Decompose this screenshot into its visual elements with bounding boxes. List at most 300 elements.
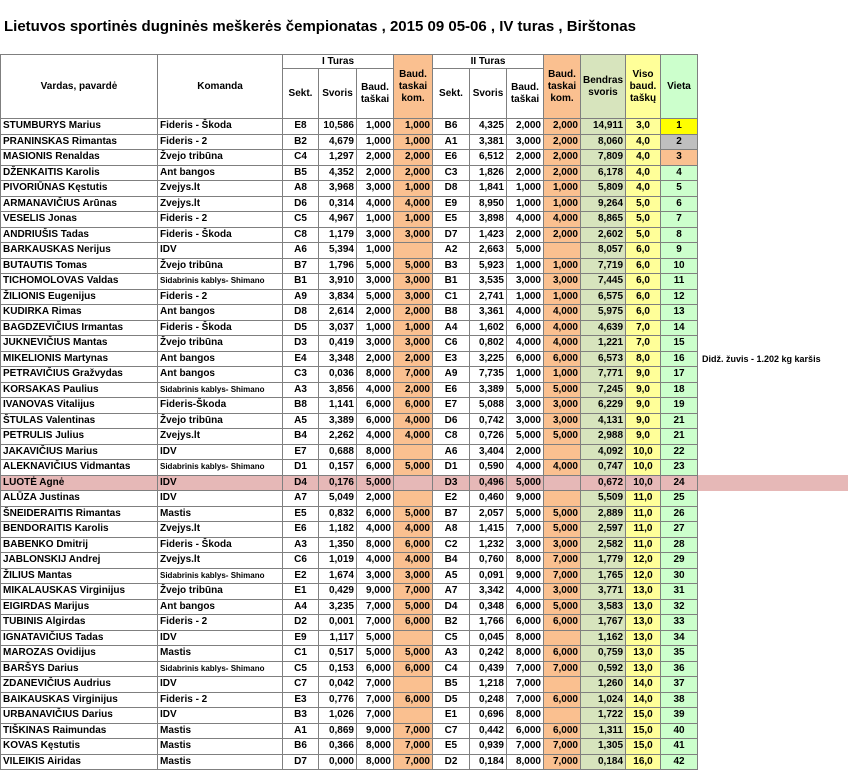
cell-total-penalty: 13,0 (626, 646, 661, 662)
header-penalty-1: Baud. taškai (357, 69, 394, 119)
cell-name: ALŪZA Justinas (1, 491, 158, 507)
table-row (1, 646, 848, 662)
cell-total-penalty: 12,0 (626, 568, 661, 584)
cell-team-penalty-2: 4,000 (544, 320, 581, 336)
cell-weight-2: 3,898 (470, 212, 507, 228)
cell-team-penalty-2 (544, 444, 581, 460)
table-row (1, 491, 848, 507)
cell-name: PETRAVIČIUS Gražvydas (1, 367, 158, 383)
cell-sector-2: A5 (433, 568, 470, 584)
cell-name: TICHOMOLOVAS Valdas (1, 274, 158, 290)
cell-sector-1: D1 (283, 460, 319, 476)
cell-penalty-1: 4,000 (357, 553, 394, 569)
cell-total-weight: 0,672 (581, 475, 626, 491)
cell-sector-1: C7 (283, 677, 319, 693)
cell-place: 9 (661, 243, 698, 259)
cell-penalty-2: 6,000 (507, 599, 544, 615)
cell-penalty-2: 4,000 (507, 305, 544, 321)
cell-penalty-2: 4,000 (507, 336, 544, 352)
empty-cell (698, 475, 848, 491)
table-row (1, 444, 848, 460)
cell-place: 14 (661, 320, 698, 336)
cell-team: Sidabrinis kablys- Shimano (158, 382, 283, 398)
cell-sector-1: D4 (283, 475, 319, 491)
table-row (1, 568, 848, 584)
cell-sector-2: A2 (433, 243, 470, 259)
cell-team-penalty-1 (394, 475, 433, 491)
cell-team: Fideris - Škoda (158, 320, 283, 336)
cell-sector-2: A3 (433, 646, 470, 662)
cell-team: Mastis (158, 723, 283, 739)
cell-weight-1: 1,674 (319, 568, 357, 584)
cell-name: MAROZAS Ovidijus (1, 646, 158, 662)
cell-sector-2: A7 (433, 584, 470, 600)
cell-weight-2: 3,381 (470, 134, 507, 150)
cell-team-penalty-1: 7,000 (394, 723, 433, 739)
cell-penalty-2: 6,000 (507, 723, 544, 739)
header-total-weight: Bendras svoris (581, 55, 626, 119)
header-name: Vardas, pavardė (1, 55, 158, 119)
header-team-penalty-2: Baud. taskai kom. (544, 55, 581, 119)
cell-sector-2: D6 (433, 413, 470, 429)
cell-team: Fideris - Škoda (158, 537, 283, 553)
cell-penalty-2: 6,000 (507, 351, 544, 367)
cell-weight-1: 0,419 (319, 336, 357, 352)
cell-team-penalty-1: 1,000 (394, 119, 433, 135)
cell-total-weight: 1,779 (581, 553, 626, 569)
cell-team: Žvejo tribūna (158, 413, 283, 429)
cell-place: 1 (661, 119, 698, 135)
cell-weight-1: 4,352 (319, 165, 357, 181)
empty-cell (698, 708, 848, 724)
cell-sector-1: A7 (283, 491, 319, 507)
empty-cell (698, 336, 848, 352)
cell-team: Mastis (158, 646, 283, 662)
cell-team-penalty-1: 6,000 (394, 661, 433, 677)
cell-total-weight: 0,184 (581, 754, 626, 770)
table-row (1, 506, 848, 522)
cell-place: 36 (661, 661, 698, 677)
cell-penalty-2: 8,000 (507, 754, 544, 770)
header-penalty-2: Baud. taškai (507, 69, 544, 119)
cell-team: Žvejo tribūna (158, 584, 283, 600)
cell-place: 23 (661, 460, 698, 476)
cell-sector-1: C5 (283, 212, 319, 228)
cell-team: Fideris - Škoda (158, 227, 283, 243)
cell-weight-1: 3,037 (319, 320, 357, 336)
cell-sector-1: D5 (283, 320, 319, 336)
cell-team-penalty-1 (394, 708, 433, 724)
cell-sector-2: C5 (433, 630, 470, 646)
table-row (1, 243, 848, 259)
cell-penalty-2: 2,000 (507, 227, 544, 243)
empty-cell (698, 212, 848, 228)
cell-team-penalty-2: 1,000 (544, 258, 581, 274)
cell-team: Ant bangos (158, 305, 283, 321)
cell-place: 12 (661, 289, 698, 305)
cell-total-penalty: 5,0 (626, 196, 661, 212)
cell-name: URBANAVIČIUS Darius (1, 708, 158, 724)
cell-weight-1: 1,179 (319, 227, 357, 243)
cell-team: Mastis (158, 506, 283, 522)
cell-penalty-2: 5,000 (507, 475, 544, 491)
cell-sector-1: C6 (283, 553, 319, 569)
table-row (1, 630, 848, 646)
cell-sector-1: B7 (283, 258, 319, 274)
results-table (0, 54, 848, 770)
header-total-penalty: Viso baud. taškų (626, 55, 661, 119)
cell-total-weight: 1,305 (581, 739, 626, 755)
header-sector-2: Sekt. (433, 69, 470, 119)
cell-team-penalty-1: 6,000 (394, 692, 433, 708)
cell-team-penalty-2: 3,000 (544, 537, 581, 553)
header-round1: I Turas (283, 55, 394, 69)
cell-total-penalty: 6,0 (626, 258, 661, 274)
cell-weight-2: 0,242 (470, 646, 507, 662)
cell-name: IVANOVAS Vitalijus (1, 398, 158, 414)
cell-team: Fideris - 2 (158, 289, 283, 305)
table-row (1, 165, 848, 181)
cell-team: Fideris - 2 (158, 134, 283, 150)
cell-total-penalty: 11,0 (626, 506, 661, 522)
cell-weight-2: 2,057 (470, 506, 507, 522)
cell-team-penalty-2: 7,000 (544, 568, 581, 584)
cell-sector-2: A1 (433, 134, 470, 150)
cell-team: Zvejys.lt (158, 196, 283, 212)
cell-team: Mastis (158, 739, 283, 755)
cell-total-weight: 0,592 (581, 661, 626, 677)
empty-cell (698, 739, 848, 755)
empty-cell (698, 491, 848, 507)
cell-total-penalty: 7,0 (626, 320, 661, 336)
cell-team-penalty-2: 2,000 (544, 150, 581, 166)
cell-penalty-2: 9,000 (507, 491, 544, 507)
cell-weight-1: 2,262 (319, 429, 357, 445)
cell-sector-2: B4 (433, 553, 470, 569)
cell-place: 29 (661, 553, 698, 569)
table-row (1, 258, 848, 274)
cell-team-penalty-1 (394, 444, 433, 460)
empty-cell (698, 398, 848, 414)
cell-total-weight: 7,809 (581, 150, 626, 166)
cell-sector-2: B1 (433, 274, 470, 290)
cell-sector-2: A9 (433, 367, 470, 383)
cell-penalty-1: 2,000 (357, 165, 394, 181)
cell-weight-1: 3,834 (319, 289, 357, 305)
cell-name: JABLONSKIJ Andrej (1, 553, 158, 569)
cell-weight-2: 0,802 (470, 336, 507, 352)
cell-sector-1: A6 (283, 243, 319, 259)
cell-weight-1: 0,429 (319, 584, 357, 600)
cell-penalty-2: 2,000 (507, 119, 544, 135)
cell-team-penalty-1: 7,000 (394, 584, 433, 600)
cell-name: ŽILIUS Mantas (1, 568, 158, 584)
cell-name: JUKNEVIČIUS Mantas (1, 336, 158, 352)
cell-weight-1: 10,586 (319, 119, 357, 135)
cell-total-penalty: 13,0 (626, 584, 661, 600)
cell-team-penalty-2: 2,000 (544, 227, 581, 243)
cell-penalty-1: 2,000 (357, 305, 394, 321)
cell-team-penalty-1: 6,000 (394, 537, 433, 553)
cell-name: BABENKO Dmitrij (1, 537, 158, 553)
cell-weight-2: 3,404 (470, 444, 507, 460)
cell-name: ŠTULAS Valentinas (1, 413, 158, 429)
cell-penalty-2: 1,000 (507, 367, 544, 383)
cell-team: Fideris-Škoda (158, 398, 283, 414)
cell-weight-2: 5,088 (470, 398, 507, 414)
cell-penalty-1: 6,000 (357, 460, 394, 476)
cell-team-penalty-2: 5,000 (544, 506, 581, 522)
cell-name: IGNATAVIČIUS Tadas (1, 630, 158, 646)
cell-sector-2: E9 (433, 196, 470, 212)
cell-total-penalty: 15,0 (626, 723, 661, 739)
cell-team-penalty-2: 5,000 (544, 429, 581, 445)
cell-penalty-1: 9,000 (357, 723, 394, 739)
cell-total-penalty: 13,0 (626, 661, 661, 677)
cell-total-penalty: 8,0 (626, 351, 661, 367)
cell-place: 24 (661, 475, 698, 491)
cell-team-penalty-1: 2,000 (394, 150, 433, 166)
empty-cell (698, 754, 848, 770)
cell-penalty-2: 5,000 (507, 429, 544, 445)
cell-team-penalty-2 (544, 491, 581, 507)
cell-weight-2: 0,442 (470, 723, 507, 739)
cell-team-penalty-2: 3,000 (544, 398, 581, 414)
cell-penalty-1: 5,000 (357, 475, 394, 491)
empty-cell (698, 429, 848, 445)
cell-weight-2: 0,439 (470, 661, 507, 677)
cell-sector-1: C3 (283, 367, 319, 383)
cell-sector-1: D6 (283, 196, 319, 212)
cell-weight-1: 0,832 (319, 506, 357, 522)
cell-team-penalty-2: 1,000 (544, 367, 581, 383)
cell-penalty-1: 3,000 (357, 274, 394, 290)
cell-weight-1: 0,153 (319, 661, 357, 677)
empty-cell (698, 165, 848, 181)
cell-team-penalty-1 (394, 630, 433, 646)
cell-team-penalty-1: 1,000 (394, 181, 433, 197)
cell-team-penalty-1: 5,000 (394, 599, 433, 615)
cell-sector-1: A3 (283, 382, 319, 398)
cell-place: 11 (661, 274, 698, 290)
cell-total-weight: 5,509 (581, 491, 626, 507)
cell-weight-2: 1,766 (470, 615, 507, 631)
cell-team-penalty-2: 6,000 (544, 723, 581, 739)
cell-place: 22 (661, 444, 698, 460)
cell-penalty-1: 8,000 (357, 739, 394, 755)
cell-place: 15 (661, 336, 698, 352)
cell-team-penalty-1: 4,000 (394, 522, 433, 538)
cell-team-penalty-2: 1,000 (544, 289, 581, 305)
cell-weight-2: 0,726 (470, 429, 507, 445)
cell-team-penalty-1: 7,000 (394, 367, 433, 383)
cell-penalty-1: 4,000 (357, 382, 394, 398)
cell-team-penalty-2: 4,000 (544, 305, 581, 321)
cell-weight-2: 1,602 (470, 320, 507, 336)
empty-cell (698, 692, 848, 708)
cell-team-penalty-2: 5,000 (544, 599, 581, 615)
cell-penalty-2: 7,000 (507, 522, 544, 538)
cell-place: 21 (661, 413, 698, 429)
header-team-penalty-1: Baud. taskai kom. (394, 55, 433, 119)
cell-team-penalty-1: 3,000 (394, 227, 433, 243)
cell-total-penalty: 7,0 (626, 336, 661, 352)
cell-penalty-2: 1,000 (507, 289, 544, 305)
empty-cell (698, 150, 848, 166)
table-row (1, 274, 848, 290)
cell-weight-1: 3,235 (319, 599, 357, 615)
cell-penalty-2: 5,000 (507, 506, 544, 522)
cell-sector-1: B6 (283, 739, 319, 755)
cell-total-penalty: 11,0 (626, 491, 661, 507)
empty-cell (698, 258, 848, 274)
cell-weight-2: 8,950 (470, 196, 507, 212)
cell-weight-2: 0,760 (470, 553, 507, 569)
cell-total-weight: 8,057 (581, 243, 626, 259)
cell-penalty-1: 5,000 (357, 289, 394, 305)
cell-penalty-2: 5,000 (507, 243, 544, 259)
cell-weight-1: 3,389 (319, 413, 357, 429)
empty-cell (698, 382, 848, 398)
cell-sector-1: D2 (283, 615, 319, 631)
cell-weight-1: 1,182 (319, 522, 357, 538)
cell-sector-1: C4 (283, 150, 319, 166)
cell-sector-2: E3 (433, 351, 470, 367)
cell-total-penalty: 6,0 (626, 289, 661, 305)
cell-team: Zvejys.lt (158, 181, 283, 197)
empty-cell (698, 181, 848, 197)
cell-weight-1: 1,019 (319, 553, 357, 569)
cell-weight-2: 1,841 (470, 181, 507, 197)
cell-sector-1: A1 (283, 723, 319, 739)
cell-name: MASIONIS Renaldas (1, 150, 158, 166)
cell-team-penalty-2: 6,000 (544, 646, 581, 662)
table-row (1, 382, 848, 398)
cell-total-penalty: 15,0 (626, 739, 661, 755)
empty-cell (698, 444, 848, 460)
cell-penalty-2: 7,000 (507, 739, 544, 755)
cell-penalty-2: 1,000 (507, 196, 544, 212)
cell-total-weight: 7,445 (581, 274, 626, 290)
cell-team-penalty-1: 4,000 (394, 196, 433, 212)
cell-name: ANDRIUŠIS Tadas (1, 227, 158, 243)
cell-penalty-2: 8,000 (507, 708, 544, 724)
cell-penalty-2: 8,000 (507, 646, 544, 662)
empty-cell (698, 196, 848, 212)
header-sector-1: Sekt. (283, 69, 319, 119)
cell-sector-1: E5 (283, 506, 319, 522)
cell-name: BUTAUTIS Tomas (1, 258, 158, 274)
cell-team-penalty-1: 2,000 (394, 351, 433, 367)
cell-name: JAKAVIČIUS Marius (1, 444, 158, 460)
cell-place: 26 (661, 506, 698, 522)
empty-cell (698, 289, 848, 305)
cell-weight-2: 3,389 (470, 382, 507, 398)
cell-team: IDV (158, 708, 283, 724)
cell-place: 27 (661, 522, 698, 538)
cell-penalty-1: 6,000 (357, 398, 394, 414)
cell-penalty-1: 3,000 (357, 181, 394, 197)
cell-name: BAIKAUSKAS Virginijus (1, 692, 158, 708)
cell-sector-1: A5 (283, 413, 319, 429)
cell-weight-2: 1,232 (470, 537, 507, 553)
cell-total-weight: 2,602 (581, 227, 626, 243)
cell-place: 10 (661, 258, 698, 274)
cell-team-penalty-1 (394, 243, 433, 259)
cell-team-penalty-2 (544, 630, 581, 646)
cell-total-penalty: 10,0 (626, 460, 661, 476)
cell-sector-1: E1 (283, 584, 319, 600)
cell-total-weight: 1,221 (581, 336, 626, 352)
cell-penalty-2: 1,000 (507, 258, 544, 274)
cell-place: 21 (661, 429, 698, 445)
cell-total-weight: 1,311 (581, 723, 626, 739)
cell-sector-1: A8 (283, 181, 319, 197)
cell-team: IDV (158, 243, 283, 259)
cell-sector-1: C5 (283, 661, 319, 677)
cell-total-weight: 1,260 (581, 677, 626, 693)
cell-penalty-1: 8,000 (357, 537, 394, 553)
cell-total-weight: 2,988 (581, 429, 626, 445)
cell-sector-2: C4 (433, 661, 470, 677)
table-row (1, 460, 848, 476)
cell-weight-2: 3,342 (470, 584, 507, 600)
cell-team-penalty-2 (544, 677, 581, 693)
empty-cell (698, 413, 848, 429)
cell-team: Zvejys.lt (158, 553, 283, 569)
cell-total-weight: 4,639 (581, 320, 626, 336)
cell-total-weight: 7,245 (581, 382, 626, 398)
cell-sector-2: C2 (433, 537, 470, 553)
cell-sector-2: C7 (433, 723, 470, 739)
cell-penalty-2: 9,000 (507, 568, 544, 584)
cell-team-penalty-2 (544, 475, 581, 491)
cell-penalty-1: 6,000 (357, 661, 394, 677)
cell-penalty-1: 1,000 (357, 243, 394, 259)
cell-sector-1: C8 (283, 227, 319, 243)
cell-weight-2: 7,735 (470, 367, 507, 383)
cell-name: MIKALAUSKAS Virginijus (1, 584, 158, 600)
cell-sector-2: A8 (433, 522, 470, 538)
cell-sector-2: E6 (433, 382, 470, 398)
cell-team-penalty-1: 5,000 (394, 506, 433, 522)
empty-cell (698, 522, 848, 538)
cell-total-penalty: 9,0 (626, 382, 661, 398)
cell-place: 16 (661, 351, 698, 367)
cell-sector-2: D3 (433, 475, 470, 491)
cell-penalty-1: 7,000 (357, 708, 394, 724)
empty-cell (698, 227, 848, 243)
cell-team: Zvejys.lt (158, 522, 283, 538)
table-row (1, 661, 848, 677)
header-round2: II Turas (433, 55, 544, 69)
cell-team-penalty-2: 4,000 (544, 212, 581, 228)
cell-total-penalty: 10,0 (626, 444, 661, 460)
cell-team-penalty-2: 2,000 (544, 134, 581, 150)
cell-place: 7 (661, 212, 698, 228)
cell-total-penalty: 5,0 (626, 212, 661, 228)
cell-total-weight: 5,809 (581, 181, 626, 197)
empty-cell (698, 553, 848, 569)
cell-team-penalty-1: 3,000 (394, 289, 433, 305)
cell-weight-1: 4,679 (319, 134, 357, 150)
cell-sector-1: B2 (283, 134, 319, 150)
cell-total-weight: 8,060 (581, 134, 626, 150)
cell-place: 42 (661, 754, 698, 770)
cell-penalty-1: 5,000 (357, 630, 394, 646)
cell-penalty-1: 5,000 (357, 646, 394, 662)
cell-name: BAGDZEVIČIUS Irmantas (1, 320, 158, 336)
